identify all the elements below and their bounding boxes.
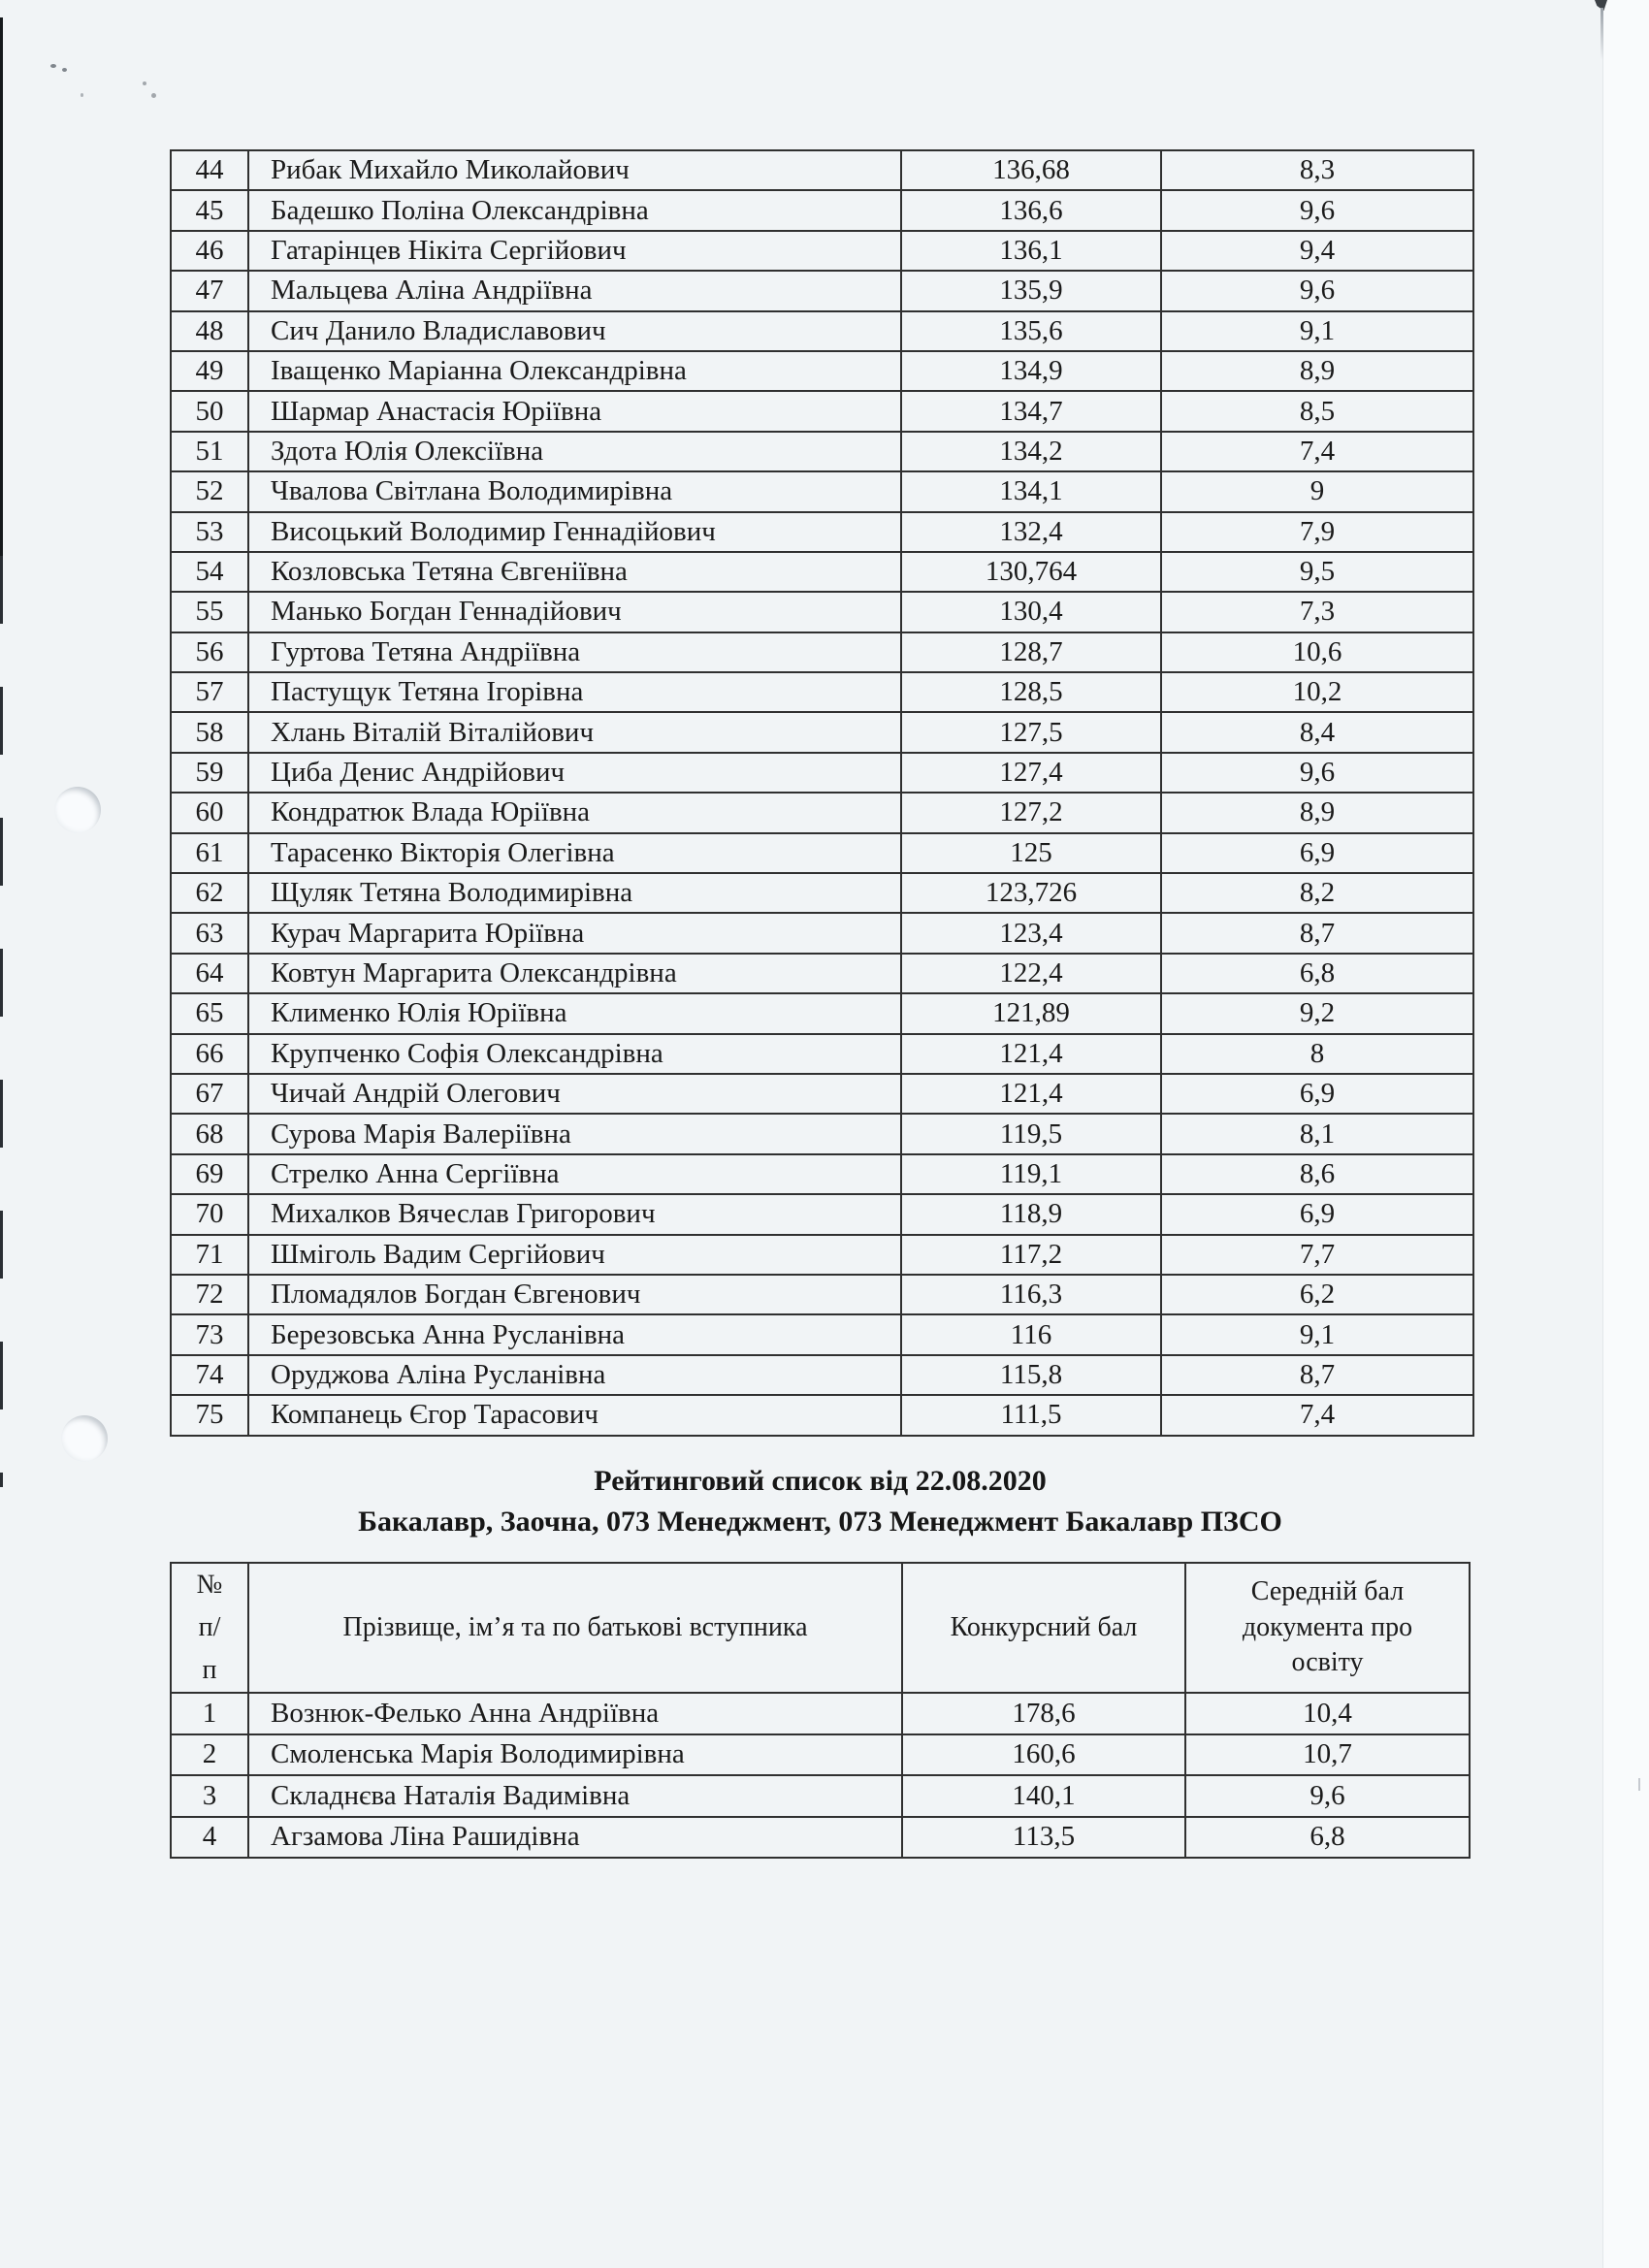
cell-num: 49 [171, 351, 248, 391]
cell-avg: 9,6 [1161, 753, 1473, 793]
cell-score: 130,764 [901, 552, 1161, 592]
cell-score: 136,6 [901, 190, 1161, 230]
cell-num: 75 [171, 1395, 248, 1435]
cell-num: 60 [171, 793, 248, 832]
cell-num: 4 [171, 1817, 248, 1859]
table-row [171, 1775, 1470, 1817]
header-number [171, 1563, 248, 1693]
cell-avg: 9,5 [1161, 552, 1473, 592]
cell-num: 57 [171, 672, 248, 712]
cell-avg: 6,8 [1185, 1817, 1470, 1859]
table-row [171, 993, 1473, 1033]
cell-score: 111,5 [901, 1395, 1161, 1435]
cell-avg: 8 [1161, 1034, 1473, 1074]
table-row [171, 1314, 1473, 1354]
header-number-per: п/п [198, 1612, 221, 1685]
table-row [171, 632, 1473, 672]
hole-punch [61, 1415, 108, 1462]
table-row [171, 833, 1473, 873]
table-row [171, 592, 1473, 632]
hole-punch [54, 787, 101, 833]
table-row [171, 1817, 1470, 1859]
cell-score: 122,4 [901, 954, 1161, 993]
table-row [171, 471, 1473, 511]
table-row [171, 1355, 1473, 1395]
cell-num: 54 [171, 552, 248, 592]
cell-score: 123,726 [901, 873, 1161, 913]
cell-num: 64 [171, 954, 248, 993]
cell-num: 58 [171, 712, 248, 752]
cell-score: 121,4 [901, 1034, 1161, 1074]
cell-avg: 9,1 [1161, 311, 1473, 351]
cell-num: 56 [171, 632, 248, 672]
scanner-edge-line [0, 17, 3, 556]
cell-avg: 9,2 [1161, 993, 1473, 1033]
ranking-table-continued [170, 149, 1474, 1437]
cell-score: 140,1 [902, 1775, 1185, 1817]
cell-num: 62 [171, 873, 248, 913]
cell-avg: 10,4 [1185, 1693, 1470, 1734]
header-full-name: Прізвище, ім’я та по батькові вступника [248, 1563, 902, 1693]
cell-score: 132,4 [901, 512, 1161, 552]
cell-num: 47 [171, 271, 248, 310]
ranking-list-title: Рейтинговий список від 22.08.2020 [594, 1465, 1047, 1497]
cell-score: 127,2 [901, 793, 1161, 832]
scan-speck [151, 93, 156, 98]
cell-name: Михалков Вячеслав Григорович [248, 1194, 901, 1234]
cell-score: 116,3 [901, 1275, 1161, 1314]
ranking-table-body [171, 1693, 1470, 1858]
cell-num: 3 [171, 1775, 248, 1817]
cell-avg: 10,6 [1161, 632, 1473, 672]
table-row [171, 512, 1473, 552]
header-number-sign: № [196, 1570, 223, 1600]
cell-num: 72 [171, 1275, 248, 1314]
ranking-list-subtitle: Бакалавр, Заочна, 073 Менеджмент, 073 Менеджмент Бакалавр ПЗСО [358, 1506, 1282, 1538]
cell-name: Щуляк Тетяна Володимирівна [248, 873, 901, 913]
scan-speck [81, 93, 83, 97]
table-row [171, 1194, 1473, 1234]
table-row [171, 954, 1473, 993]
cell-score: 160,6 [902, 1734, 1185, 1776]
table-row [171, 1074, 1473, 1114]
cell-avg: 7,3 [1161, 592, 1473, 632]
cell-avg: 9,1 [1161, 1314, 1473, 1354]
scan-speck [62, 68, 67, 72]
table-row [171, 672, 1473, 712]
section-title [170, 1461, 1471, 1542]
cell-name: Оруджова Аліна Русланівна [248, 1355, 901, 1395]
cell-name: Сич Данило Владиславович [248, 311, 901, 351]
cell-num: 61 [171, 833, 248, 873]
table-row [171, 311, 1473, 351]
cell-score: 117,2 [901, 1235, 1161, 1275]
cell-num: 48 [171, 311, 248, 351]
cell-score: 121,4 [901, 1074, 1161, 1114]
cell-avg: 6,9 [1161, 1074, 1473, 1114]
cell-score: 134,9 [901, 351, 1161, 391]
cell-num: 2 [171, 1734, 248, 1776]
cell-num: 1 [171, 1693, 248, 1734]
cell-num: 74 [171, 1355, 248, 1395]
cell-avg: 8,2 [1161, 873, 1473, 913]
cell-name: Здота Юлія Олексіївна [248, 432, 901, 471]
cell-name: Тарасенко Вікторія Олегівна [248, 833, 901, 873]
cell-avg: 8,6 [1161, 1154, 1473, 1194]
cell-score: 125 [901, 833, 1161, 873]
table-row [171, 753, 1473, 793]
cell-name: Клименко Юлія Юріївна [248, 993, 901, 1033]
table-row [171, 231, 1473, 271]
table-row [171, 271, 1473, 310]
cell-name: Рибак Михайло Миколайович [248, 150, 901, 190]
cell-name: Стрелко Анна Сергіївна [248, 1154, 901, 1194]
cell-num: 51 [171, 432, 248, 471]
cell-name: Кондратюк Влада Юріївна [248, 793, 901, 832]
cell-score: 127,4 [901, 753, 1161, 793]
cell-num: 63 [171, 913, 248, 953]
scan-mark [1638, 1778, 1640, 1791]
table-row [171, 1235, 1473, 1275]
table-row [171, 793, 1473, 832]
table-row [171, 1734, 1470, 1776]
cell-name: Чвалова Світлана Володимирівна [248, 471, 901, 511]
cell-num: 45 [171, 190, 248, 230]
header-average-education-score: Середній бал документа про освіту [1185, 1563, 1470, 1693]
cell-num: 66 [171, 1034, 248, 1074]
cell-name: Бадешко Поліна Олександрівна [248, 190, 901, 230]
scanner-edge-strip [1602, 0, 1649, 2268]
cell-name: Ковтун Маргарита Олександрівна [248, 954, 901, 993]
cell-name: Складнєва Наталія Вадимівна [248, 1775, 902, 1817]
cell-avg: 7,9 [1161, 512, 1473, 552]
cell-avg: 9 [1161, 471, 1473, 511]
cell-avg: 8,1 [1161, 1114, 1473, 1153]
cell-avg: 9,6 [1161, 271, 1473, 310]
cell-num: 67 [171, 1074, 248, 1114]
cell-score: 118,9 [901, 1194, 1161, 1234]
table-row [171, 190, 1473, 230]
cell-avg: 9,6 [1185, 1775, 1470, 1817]
cell-num: 59 [171, 753, 248, 793]
cell-avg: 7,4 [1161, 432, 1473, 471]
cell-name: Пломадялов Богдан Євгенович [248, 1275, 901, 1314]
scanner-edge-line-dashed [0, 556, 3, 1487]
cell-score: 115,8 [901, 1355, 1161, 1395]
table-row [171, 712, 1473, 752]
header-row [171, 1563, 1470, 1693]
cell-name: Агзамова Ліна Рашидівна [248, 1817, 902, 1859]
cell-avg: 6,8 [1161, 954, 1473, 993]
ranking-table-header [171, 1563, 1470, 1693]
cell-score: 178,6 [902, 1693, 1185, 1734]
cell-name: Циба Денис Андрійович [248, 753, 901, 793]
cell-score: 134,1 [901, 471, 1161, 511]
table-row [171, 1693, 1470, 1734]
cell-score: 136,1 [901, 231, 1161, 271]
cell-score: 134,2 [901, 432, 1161, 471]
cell-num: 69 [171, 1154, 248, 1194]
cell-num: 46 [171, 231, 248, 271]
scan-speck [50, 64, 56, 68]
cell-score: 128,5 [901, 672, 1161, 712]
table-row [171, 1034, 1473, 1074]
table-row [171, 432, 1473, 471]
scan-streak [1600, 8, 1603, 60]
cell-num: 71 [171, 1235, 248, 1275]
cell-name: Крупченко Софія Олександрівна [248, 1034, 901, 1074]
table-row [171, 873, 1473, 913]
cell-name: Шармар Анастасія Юріївна [248, 391, 901, 431]
cell-score: 116 [901, 1314, 1161, 1354]
cell-name: Курач Маргарита Юріївна [248, 913, 901, 953]
cell-avg: 6,9 [1161, 833, 1473, 873]
cell-name: Смоленська Марія Володимирівна [248, 1734, 902, 1776]
cell-score: 135,6 [901, 311, 1161, 351]
cell-name: Березовська Анна Русланівна [248, 1314, 901, 1354]
scan-speck [143, 81, 146, 85]
cell-score: 130,4 [901, 592, 1161, 632]
cell-score: 128,7 [901, 632, 1161, 672]
table-row [171, 913, 1473, 953]
table-row [171, 351, 1473, 391]
cell-name: Хлань Віталій Віталійович [248, 712, 901, 752]
cell-score: 119,1 [901, 1154, 1161, 1194]
cell-avg: 8,3 [1161, 150, 1473, 190]
cell-score: 113,5 [902, 1817, 1185, 1859]
cell-num: 50 [171, 391, 248, 431]
cell-name: Шміголь Вадим Сергійович [248, 1235, 901, 1275]
cell-name: Гуртова Тетяна Андріївна [248, 632, 901, 672]
header-competitive-score: Конкурсний бал [902, 1563, 1185, 1693]
cell-num: 55 [171, 592, 248, 632]
table-row [171, 1395, 1473, 1435]
cell-name: Пастущук Тетяна Ігорівна [248, 672, 901, 712]
cell-num: 52 [171, 471, 248, 511]
table-row [171, 391, 1473, 431]
cell-num: 68 [171, 1114, 248, 1153]
table-row [171, 552, 1473, 592]
cell-num: 73 [171, 1314, 248, 1354]
cell-avg: 10,7 [1185, 1734, 1470, 1776]
cell-name: Вознюк-Фелько Анна Андріївна [248, 1693, 902, 1734]
cell-score: 123,4 [901, 913, 1161, 953]
cell-name: Компанець Єгор Тарасович [248, 1395, 901, 1435]
cell-name: Чичай Андрій Олегович [248, 1074, 901, 1114]
table-row [171, 1275, 1473, 1314]
cell-score: 121,89 [901, 993, 1161, 1033]
cell-name: Мальцева Аліна Андріївна [248, 271, 901, 310]
cell-score: 136,68 [901, 150, 1161, 190]
cell-avg: 6,2 [1161, 1275, 1473, 1314]
cell-name: Манько Богдан Геннадійович [248, 592, 901, 632]
cell-name: Гатарінцев Нікіта Сергійович [248, 231, 901, 271]
cell-num: 44 [171, 150, 248, 190]
cell-num: 53 [171, 512, 248, 552]
cell-avg: 7,7 [1161, 1235, 1473, 1275]
cell-avg: 7,4 [1161, 1395, 1473, 1435]
cell-avg: 8,9 [1161, 793, 1473, 832]
cell-avg: 6,9 [1161, 1194, 1473, 1234]
cell-avg: 8,9 [1161, 351, 1473, 391]
table-row [171, 1154, 1473, 1194]
cell-avg: 10,2 [1161, 672, 1473, 712]
cell-avg: 9,6 [1161, 190, 1473, 230]
cell-score: 135,9 [901, 271, 1161, 310]
ranking-table-continued-body [171, 150, 1473, 1436]
cell-avg: 8,7 [1161, 913, 1473, 953]
cell-name: Сурова Марія Валеріївна [248, 1114, 901, 1153]
cell-num: 70 [171, 1194, 248, 1234]
cell-score: 134,7 [901, 391, 1161, 431]
cell-name: Козловська Тетяна Євгеніївна [248, 552, 901, 592]
table-row [171, 1114, 1473, 1153]
cell-avg: 9,4 [1161, 231, 1473, 271]
ranking-table [170, 1562, 1471, 1859]
cell-score: 119,5 [901, 1114, 1161, 1153]
cell-name: Висоцький Володимир Геннадійович [248, 512, 901, 552]
cell-avg: 8,5 [1161, 391, 1473, 431]
cell-score: 127,5 [901, 712, 1161, 752]
cell-avg: 8,4 [1161, 712, 1473, 752]
table-row [171, 150, 1473, 190]
cell-num: 65 [171, 993, 248, 1033]
cell-avg: 8,7 [1161, 1355, 1473, 1395]
cell-name: Іващенко Маріанна Олександрівна [248, 351, 901, 391]
